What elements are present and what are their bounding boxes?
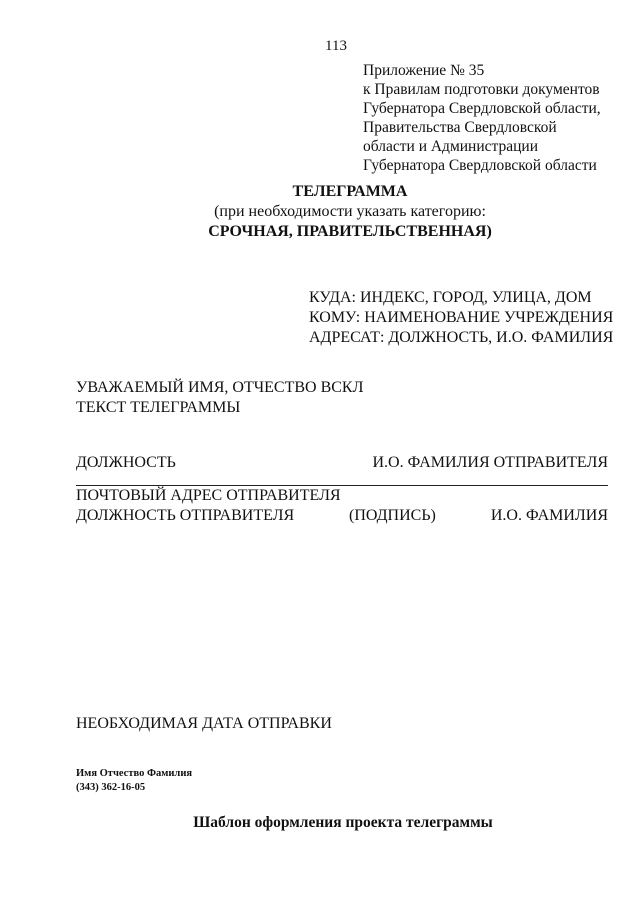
signature-line — [76, 453, 608, 473]
sender-address: ПОЧТОВЫЙ АДРЕС ОТПРАВИТЕЛЯ — [76, 487, 341, 504]
contact-phone: (343) 362-16-05 — [76, 782, 146, 793]
telegram-category-note: (при необходимости указать категорию: — [214, 203, 486, 220]
signer-position: ДОЛЖНОСТЬ — [76, 454, 176, 471]
send-date-label: НЕОБХОДИМАЯ ДАТА ОТПРАВКИ — [76, 715, 332, 732]
telegram-text: ТЕКСТ ТЕЛЕГРАММЫ — [76, 399, 241, 416]
recipient-where: КУДА: ИНДЕКС, ГОРОД, УЛИЦА, ДОМ — [309, 289, 592, 306]
appendix-line: к Правилам подготовки документов — [363, 81, 600, 98]
telegram-category-value: СРОЧНАЯ, ПРАВИТЕЛЬСТВЕННАЯ) — [208, 223, 492, 240]
telegram-header — [180, 182, 520, 242]
contact-name: Имя Отчество Фамилия — [76, 768, 193, 779]
telegram-title: ТЕЛЕГРАММА — [292, 183, 408, 200]
sender-block — [76, 486, 608, 526]
appendix-line: Правительства Свердловской — [363, 119, 557, 136]
appendix-line: области и Администрации — [363, 138, 538, 155]
greeting: УВАЖАЕМЫЙ ИМЯ, ОТЧЕСТВО ВСКЛ — [76, 379, 364, 396]
message-body — [76, 378, 363, 418]
appendix-line: Губернатора Свердловской области — [363, 157, 597, 174]
sender-name: И.О. ФАМИЛИЯ — [490, 507, 608, 524]
footer-caption: Шаблон оформления проекта телеграммы — [193, 814, 493, 831]
signer-name: И.О. ФАМИЛИЯ ОТПРАВИТЕЛЯ — [372, 454, 608, 471]
sender-position: ДОЛЖНОСТЬ ОТПРАВИТЕЛЯ — [76, 507, 295, 524]
contact-block — [76, 767, 192, 795]
recipient-addressee: АДРЕСАТ: ДОЛЖНОСТЬ, И.О. ФАМИЛИЯ — [309, 329, 614, 346]
recipient-to-whom: КОМУ: НАИМЕНОВАНИЕ УЧРЕЖДЕНИЯ — [309, 309, 614, 326]
appendix-line: Губернатора Свердловской области, — [363, 100, 601, 117]
page-number: 113 — [325, 38, 347, 54]
appendix-line: Приложение № 35 — [363, 62, 485, 79]
sender-signature: (ПОДПИСЬ) — [349, 507, 436, 524]
recipient-block — [309, 288, 613, 348]
appendix-header — [363, 61, 601, 175]
